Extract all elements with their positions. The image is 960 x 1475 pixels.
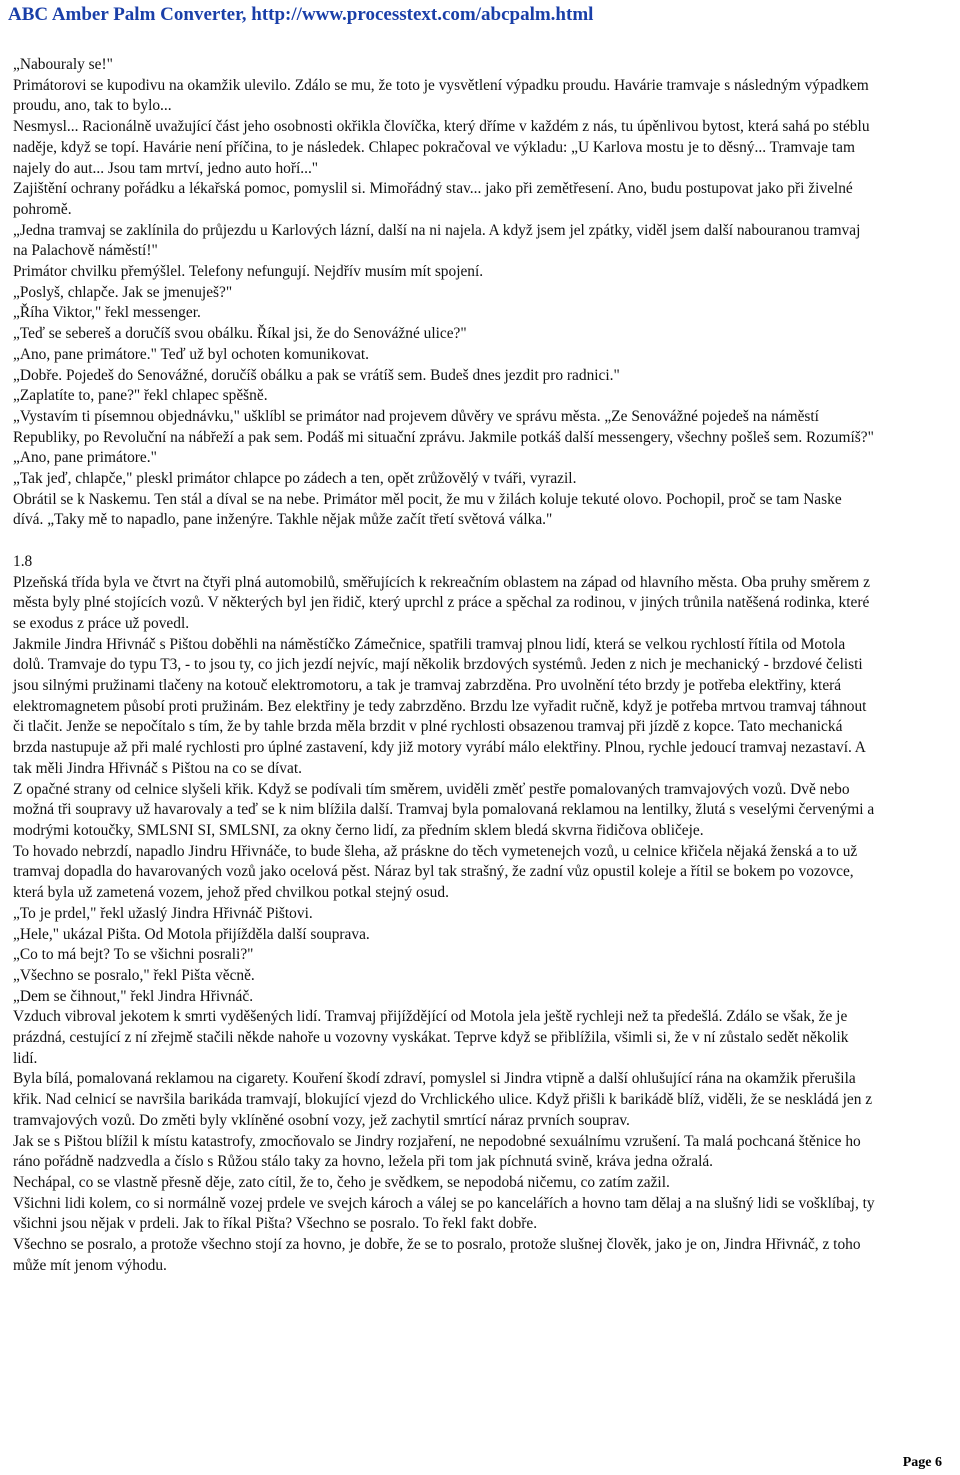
document-body xyxy=(13,55,875,1276)
paragraph: To hovado nebrzdí, napadlo Jindru Hřivnáče, to bude šleha, až práskne do těch vymetenejch vozů, u celnice křičela nějaká ženská a to už tramvaj dopadla do havarovaných vozů jako ocelová pěst. Náraz byl tak strašný, že zadní vůz opustil koleje a řítil se bokem po vozovce, která byla už zametená vozem, jehož před chvilkou potkal stejný osud. xyxy=(13,842,858,902)
paragraph: Všichni lidi kolem, co si normálně vozej prdele ve svejch károch a válej se po kancelářích a hovno tam dělaj a na slušný lidi se vošklíbaj, ty všichni jsou nějak v prdeli. Jak to říkal Pišta? Všechno se posralo. To řekl fakt dobře. xyxy=(13,1194,875,1233)
paragraph: Z opačné strany od celnice slyšeli křik. Když se podívali tím směrem, uviděli změť pestře pomalovaných tramvajových vozů. Dvě nebo možná tři soupravy už havarovaly a teď se k nim blížila další. Tramvaj byla pomalovaná reklamou na lentilky, žlutá s veselými červenými a modrými kotoučky, SMLSNI SI, SMLSNI, za okny černo lidí, za předním sklem bledá skvrna řidičova obličeje. xyxy=(13,780,875,839)
header-title: ABC Amber Palm Converter, http://www.processtext.com/abcpalm.html xyxy=(8,4,594,25)
paragraph: „Co to má bejt? To se všichni posrali?" xyxy=(13,946,254,964)
paragraph: Primátorovi se kupodivu na okamžik ulevilo. Zdálo se mu, že toto je vysvětlení výpadku proudu. Havárie tramvaje s následným výpadkem proudu, ano, tak to bylo... xyxy=(13,76,869,115)
paragraph: Zajištění ochrany pořádku a lékařská pomoc, pomyslil si. Mimořádný stav... jako při zemětřesení. Ano, budu postupovat jako při živelné pohromě. xyxy=(13,180,853,218)
paragraph: „Dobře. Pojedeš do Senovážné, doručíš obálku a pak se vrátíš sem. Budeš dnes jezdit pro radnici." xyxy=(13,366,620,384)
paragraph: Vzduch vibroval jekotem k smrti vyděšených lidí. Tramvaj přijíždějící od Motola jela ještě rychleji než ta předešlá. Zdálo se však, že je prázdná, cestující z ní zřejmě stačili někde nahoře u vozovny vyskákat. Teprve když se přiblížila, všimli si, že v ní zůstalo sedět několik lidí. xyxy=(13,1008,849,1067)
paragraph: „Poslyš, chlapče. Jak se jmenuješ?" xyxy=(13,283,233,301)
page-number: Page 6 xyxy=(902,1455,942,1470)
paragraph: Jakmile Jindra Hřivnáč s Pištou doběhli na náměstíčko Zámečnice, spatřili tramvaj plnou lidí, která se velkou rychlostí řítila od Motola dolů. Tramvaje do typu T3, - to jsou ty, co jich jezdí nejvíc, mají několik brzdových systémů. Jeden z nich je mechanický - brzdové čelisti jsou silnými pružinami tlačeny na kotouč elektromotoru, a tak je tramvaj zabrzděna. Pro uvolnění této brzdy je potřeba elektřiny, která elektromagnetem působí proti pružinám. Bez elektřiny je tedy zabrzděno. Brzdu lze vyřadit ručně, když je potřeba mrtvou tramvaj táhnout či tlačit. Jenže se nepočítalo s tím, že by tahle brzda měla brzdit v plné rychlosti obsazenou tramvaj při jízdě z kopce. Tato mechanická brzda nastupuje až při malé rychlosti pro úplné zastavení, kdy již motory vyrábí málo elektřiny. Plnou, rychle jedoucí tramvaj nezastaví. A tak měli Jindra Hřivnáč s Pištou na co se dívat. xyxy=(13,635,867,777)
paragraph: Jak se s Pištou blížil k místu katastrofy, zmocňovalo se Jindry rozjaření, ne nepodobné sexuálnímu vzrušení. Ta malá pochcaná štěnice ho ráno pořádně nadzvedla a číslo s Růžou stálo taky za hovno, ležela při tom jak píchnutá svině, kráva jedna ožralá. xyxy=(13,1132,861,1171)
paragraph: Obrátil se k Naskemu. Ten stál a díval se na nebe. Primátor měl pocit, že mu v žilách koluje tekuté olovo. Pochopil, proč se tam Naske dívá. „Taky mě to napadlo, pane inženýre. Takhle nějak může začít třetí světová válka." xyxy=(13,490,842,529)
converter-header xyxy=(0,0,960,34)
paragraph: Všechno se posralo, a protože všechno stojí za hovno, je dobře, že se to posralo, protože slušnej člověk, jako je on, Jindra Hřivnáč, z toho může mít jenom výhodu. xyxy=(13,1236,861,1274)
paragraph: „Dem se čihnout," řekl Jindra Hřivnáč. xyxy=(13,987,254,1005)
paragraph: „Všechno se posralo," řekl Pišta věcně. xyxy=(13,966,255,984)
paragraph: Nesmysl... Racionálně uvažující část jeho osobnosti okřikla človíčka, který dříme v každém z nás, tu úpěnlivou bytost, která sahá po stéblu naděje, když se topí. Havárie není příčina, to je následek. Chlapec pokračoval ve výkladu: „U Karlova mostu je to děsný... Tramvaje tam najely do aut... Jsou tam mrtví, jedno auto hoří..." xyxy=(13,118,870,177)
paragraph: „Zaplatíte to, pane?" řekl chlapec spěšně. xyxy=(13,387,268,405)
paragraph: Nechápal, co se vlastně přesně děje, zato cítil, že to, čeho je svědkem, se nepodobá ničemu, co zatím zažil. xyxy=(13,1173,670,1191)
paragraph: „Jedna tramvaj se zaklínila do průjezdu u Karlových lázní, další na ni najela. A když jsem jel zpátky, viděl jsem další nabouranou tramvaj na Palachově náměstí!" xyxy=(13,221,861,260)
paragraph: „Hele," ukázal Pišta. Od Motola přijížděla další souprava. xyxy=(13,925,370,943)
section-heading: 1.8 xyxy=(13,552,33,570)
paragraph: „Ano, pane primátore." Teď už byl ochoten komunikovat. xyxy=(13,345,369,363)
paragraph: „Nabouraly se!" xyxy=(13,56,113,73)
paragraph: „To je prdel," řekl užaslý Jindra Hřivnáč Pištovi. xyxy=(13,904,313,922)
paragraph: „Tak jeď, chlapče," pleskl primátor chlapce po zádech a ten, opět zrůžovělý v tváři, vyrazil. xyxy=(13,470,577,488)
paragraph: Plzeňská třída byla ve čtvrt na čtyři plná automobilů, směřujících k rekreačním oblastem na západ od hlavního města. Oba pruhy směrem z města byly plné stojících vozů. V některých byl jen řidič, který uprchl z práce a spěchal za rodinou, v jiných trůnila natěšená rodinka, které se exodus z práce už povedl. xyxy=(13,573,870,632)
paragraph: „Teď se sebereš a doručíš svou obálku. Říkal jsi, že do Senovážné ulice?" xyxy=(13,325,467,343)
paragraph: „Vystavím ti písemnou objednávku," ušklíbl se primátor nad projevem důvěry ve správu města. „Ze Senovážné pojedeš na náměstí Republiky, po Revoluční na nábřeží a pak sem. Podáš mi situační zprávu. Jakmile potkáš další messengery, všechny pošleš sem. Rozumíš?" xyxy=(13,407,874,446)
paragraph: Primátor chvilku přemýšlel. Telefony nefungují. Nejdřív musím mít spojení. xyxy=(13,263,484,281)
paragraph: „Ano, pane primátore." xyxy=(13,449,157,467)
paragraph: „Říha Viktor," řekl messenger. xyxy=(13,304,201,322)
paragraph: Byla bílá, pomalovaná reklamou na cigarety. Kouření škodí zdraví, pomyslel si Jindra vtipně a další ohlušující rána na okamžik přerušila křik. Nad celnicí se navršila barikáda tramvají, blokující vjezd do Vrchlického ulice. Když přišli k barikádě blíž, viděli, že se neskládá jen z tramvajových vozů. Do změti byly vklíněné osobní vozy, jež zachytil smrtící náraz prvních souprav. xyxy=(13,1070,873,1129)
